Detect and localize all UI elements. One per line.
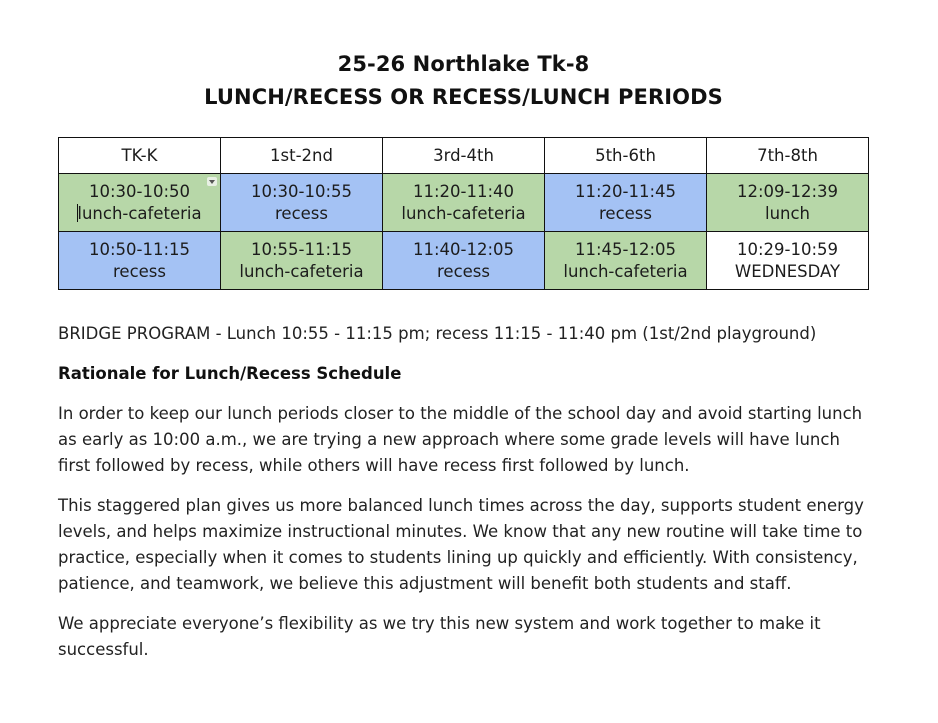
cell-tk-k-row-2[interactable] [59, 232, 221, 290]
document-title [58, 48, 869, 114]
header-1st-2nd[interactable]: 1st-2nd [221, 138, 383, 174]
cell-label: lunch-cafeteria [563, 261, 688, 281]
schedule-header-row [59, 138, 869, 174]
title-line-2: LUNCH/RECESS OR RECESS/LUNCH PERIODS [204, 85, 723, 109]
cell-5th-6th-row-1[interactable] [545, 174, 707, 232]
cell-label: recess [437, 261, 490, 281]
header-7th-8th[interactable]: 7th-8th [707, 138, 869, 174]
cell-label: recess [113, 261, 166, 281]
rationale-paragraph-2: This staggered plan gives us more balanced lunch times across the day, supports student energy levels, and helps maximize instructional minutes. We know that any new routine will take time to practice, especially when it comes to students lining up quickly and efficiently. With consistency, patience, and teamwork, we believe this adjustment will benefit both students and staff. [58, 496, 864, 593]
cell-3rd-4th-row-1[interactable] [383, 174, 545, 232]
chevron-down-icon[interactable] [207, 177, 217, 186]
cell-label: lunch-cafeteria [239, 261, 364, 281]
cell-time: 10:29-10:59 [736, 239, 839, 259]
cell-time: 10:50-11:15 [88, 239, 191, 259]
cell-time: 11:20-11:40 [412, 181, 515, 201]
cell-time: 10:55-11:15 [250, 239, 353, 259]
cell-label: lunch-cafeteria [401, 203, 526, 223]
rationale-paragraph-1: In order to keep our lunch periods closer to the middle of the school day and avoid starting lunch as early as 10:00 a.m., we are trying a new approach where some grade levels will have lunch first followed by recess, while others will have recess first followed by lunch. [58, 404, 863, 475]
cell-time: 12:09-12:39 [736, 181, 839, 201]
cell-3rd-4th-row-2[interactable] [383, 232, 545, 290]
header-3rd-4th[interactable]: 3rd-4th [383, 138, 545, 174]
header-tk-k[interactable]: TK-K [59, 138, 221, 174]
bridge-program-note: BRIDGE PROGRAM - Lunch 10:55 - 11:15 pm; recess 11:15 - 11:40 pm (1st/2nd playground) [58, 324, 817, 343]
cell-label: lunch-cafeteria [77, 203, 202, 223]
rationale-heading: Rationale for Lunch/Recess Schedule [58, 364, 402, 383]
cell-label: recess [275, 203, 328, 223]
header-5th-6th[interactable]: 5th-6th [545, 138, 707, 174]
schedule-row-1 [59, 174, 869, 232]
cell-time: 11:20-11:45 [574, 181, 677, 201]
cell-time: 10:30-10:50 [88, 181, 191, 201]
cell-label-line [59, 203, 220, 225]
cell-1st-2nd-row-1[interactable] [221, 174, 383, 232]
cell-1st-2nd-row-2[interactable] [221, 232, 383, 290]
cell-time: 10:30-10:55 [250, 181, 353, 201]
cell-time: 11:40-12:05 [412, 239, 515, 259]
title-line-1: 25-26 Northlake Tk-8 [337, 52, 590, 76]
schedule-row-2 [59, 232, 869, 290]
cell-label: WEDNESDAY [734, 261, 841, 281]
cell-5th-6th-row-2[interactable] [545, 232, 707, 290]
cell-7th-8th-row-2[interactable] [707, 232, 869, 290]
rationale-paragraph-3: We appreciate everyone’s flexibility as we try this new system and work together to make it successful. [58, 614, 821, 659]
cell-label: recess [599, 203, 652, 223]
schedule-table [58, 137, 869, 290]
document-page [58, 48, 869, 663]
cell-time: 11:45-12:05 [574, 239, 677, 259]
cell-7th-8th-row-1[interactable] [707, 174, 869, 232]
cell-label: lunch [764, 203, 811, 223]
cell-tk-k-row-1[interactable] [59, 174, 221, 232]
